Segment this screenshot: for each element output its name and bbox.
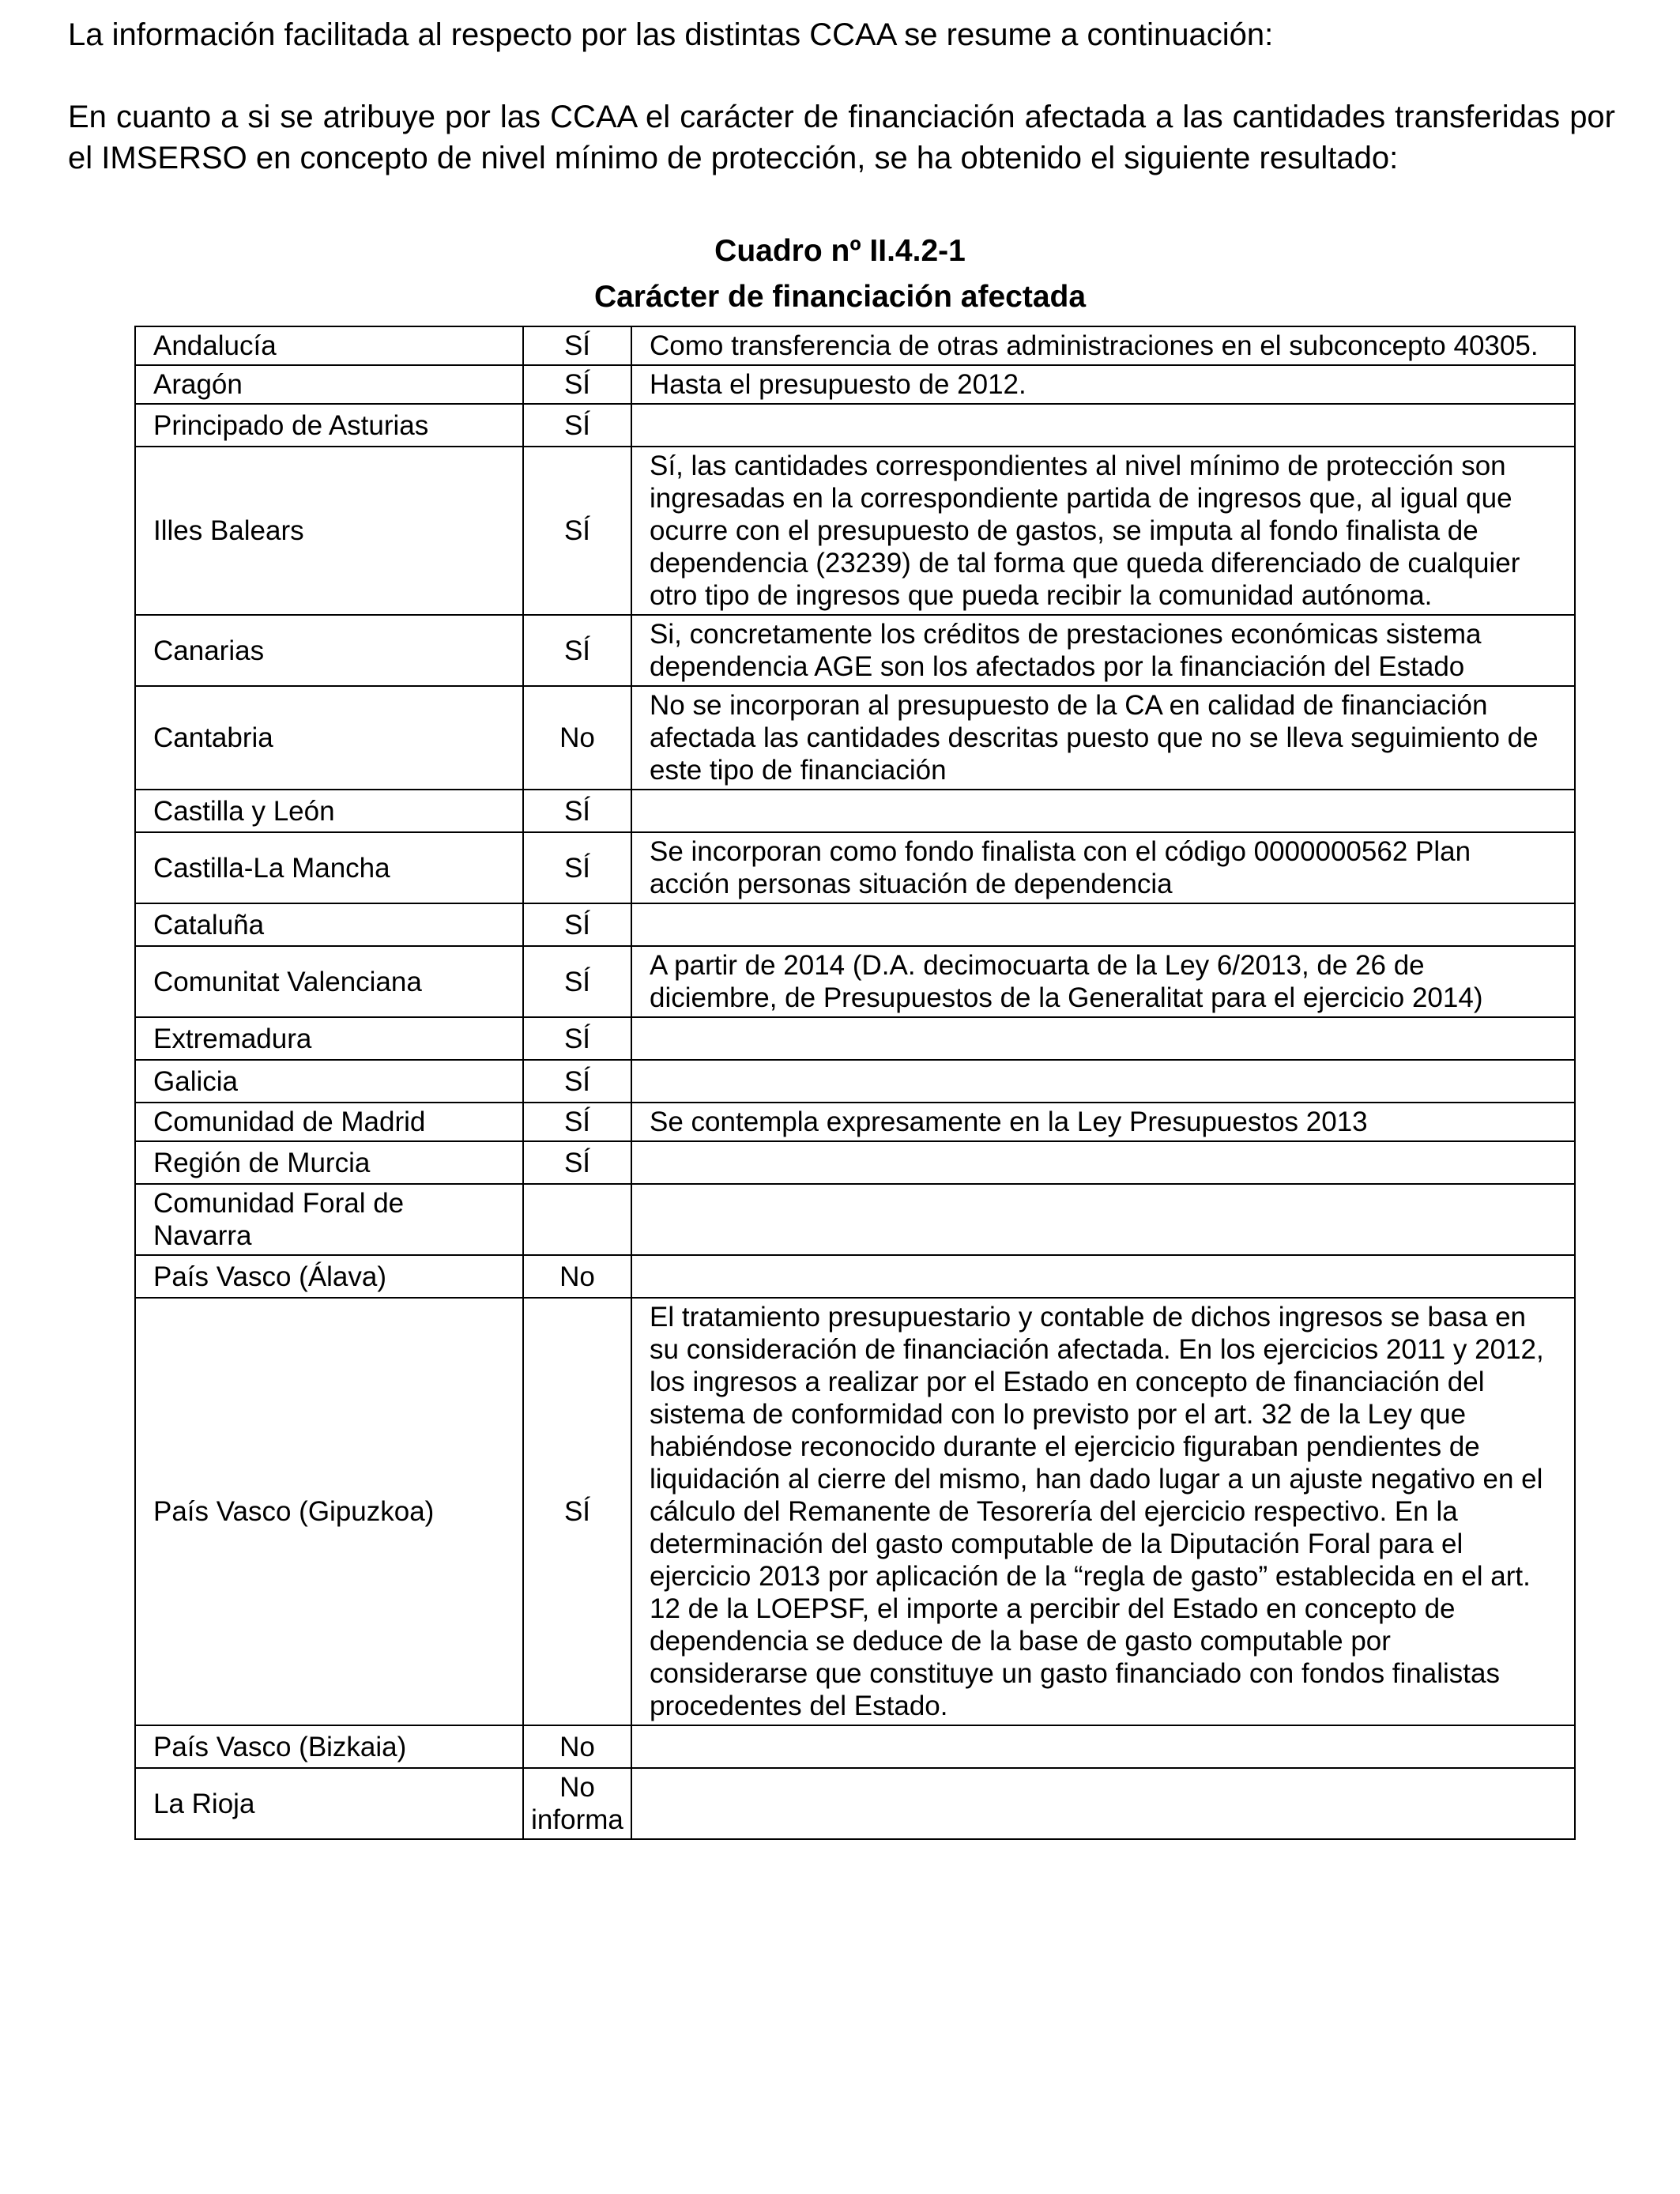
value-cell: SÍ <box>523 1141 631 1184</box>
value-cell: No <box>523 1725 631 1768</box>
region-cell: Extremadura <box>135 1017 523 1060</box>
table-row <box>135 404 1575 447</box>
value-cell <box>523 1184 631 1255</box>
value-cell: SÍ <box>523 832 631 903</box>
comment-cell <box>631 1017 1575 1060</box>
comment-cell: Si, concretamente los créditos de prestaciones económicas sistema dependencia AGE son los afectados por la financiación del Estado <box>631 615 1575 686</box>
comment-cell: Se incorporan como fondo finalista con el código 0000000562 Plan acción personas situación de dependencia <box>631 832 1575 903</box>
region-cell: Región de Murcia <box>135 1141 523 1184</box>
value-cell: SÍ <box>523 326 631 365</box>
comment-cell: Hasta el presupuesto de 2012. <box>631 365 1575 404</box>
region-cell: País Vasco (Bizkaia) <box>135 1725 523 1768</box>
comment-cell: El tratamiento presupuestario y contable de dichos ingresos se basa en su consideración de financiación afectada. En los ejercicios 2011 y 2012, los ingresos a realizar por el Estado en concepto de financiación del sistema de conformidad con lo previsto por el art. 32 de la Ley que habiéndose reconocido durante el ejercicio figuraban pendientes de liquidación al cierre del mismo, han dado lugar a un ajuste negativo en el cálculo del Remanente de Tesorería del ejercicio respectivo. En la determinación del gasto computable de la Diputación Foral para el ejercicio 2013 por aplicación de la “regla de gasto” establecida en el art. 12 de la LOEPSF, el importe a percibir del Estado en concepto de dependencia se deduce de la base de gasto computable por considerarse que constituye un gasto financiado con fondos finalistas procedentes del Estado. <box>631 1298 1575 1725</box>
region-cell: Canarias <box>135 615 523 686</box>
region-cell: Andalucía <box>135 326 523 365</box>
table-row <box>135 903 1575 946</box>
region-cell: País Vasco (Álava) <box>135 1255 523 1298</box>
value-cell: No <box>523 686 631 790</box>
table-row <box>135 1725 1575 1768</box>
table-row <box>135 1298 1575 1725</box>
comment-cell <box>631 1725 1575 1768</box>
comment-cell <box>631 404 1575 447</box>
value-cell: SÍ <box>523 1060 631 1103</box>
region-cell: País Vasco (Gipuzkoa) <box>135 1298 523 1725</box>
intro-paragraph: En cuanto a si se atribuye por las CCAA el carácter de financiación afectada a las cantidades transferidas por el IMSERSO en concepto de nivel mínimo de protección, se ha obtenido el siguiente resultado: <box>68 100 1615 175</box>
value-cell: SÍ <box>523 365 631 404</box>
comment-cell <box>631 1768 1575 1839</box>
comment-cell <box>631 1060 1575 1103</box>
comment-cell: Como transferencia de otras administraciones en el subconcepto 40305. <box>631 326 1575 365</box>
comment-cell <box>631 1141 1575 1184</box>
table-row <box>135 1141 1575 1184</box>
value-cell: SÍ <box>523 1103 631 1141</box>
value-cell: No <box>523 1255 631 1298</box>
table-row <box>135 1103 1575 1141</box>
region-cell: Comunidad Foral de Navarra <box>135 1184 523 1255</box>
value-cell: SÍ <box>523 790 631 832</box>
value-cell: SÍ <box>523 615 631 686</box>
value-cell: SÍ <box>523 903 631 946</box>
table-row <box>135 1184 1575 1255</box>
region-cell: Comunidad de Madrid <box>135 1103 523 1141</box>
comment-cell <box>631 903 1575 946</box>
table-row <box>135 1255 1575 1298</box>
table-row <box>135 1768 1575 1839</box>
comment-cell <box>631 1184 1575 1255</box>
value-cell: SÍ <box>523 404 631 447</box>
table-number: Cuadro nº II.4.2-1 <box>714 234 966 268</box>
table-row <box>135 686 1575 790</box>
table-row <box>135 326 1575 365</box>
region-cell: Castilla y León <box>135 790 523 832</box>
value-cell: SÍ <box>523 447 631 615</box>
comment-cell <box>631 1255 1575 1298</box>
comment-cell: No se incorporan al presupuesto de la CA en calidad de financiación afectada las cantidades descritas puesto que no se lleva seguimiento de este tipo de financiación <box>631 686 1575 790</box>
region-cell: Cataluña <box>135 903 523 946</box>
region-cell: Castilla-La Mancha <box>135 832 523 903</box>
region-cell: Galicia <box>135 1060 523 1103</box>
region-cell: Aragón <box>135 365 523 404</box>
table-row <box>135 447 1575 615</box>
table-row <box>135 615 1575 686</box>
table-title: Carácter de financiación afectada <box>593 280 1087 314</box>
value-cell: SÍ <box>523 1017 631 1060</box>
value-cell: SÍ <box>523 1298 631 1725</box>
table-row <box>135 1017 1575 1060</box>
table-row <box>135 832 1575 903</box>
value-cell: SÍ <box>523 946 631 1017</box>
region-cell: Comunitat Valenciana <box>135 946 523 1017</box>
comment-cell: Se contempla expresamente en la Ley Presupuestos 2013 <box>631 1103 1575 1141</box>
financing-table <box>134 326 1576 1840</box>
comment-cell: A partir de 2014 (D.A. decimocuarta de la Ley 6/2013, de 26 de diciembre, de Presupuestos de la Generalitat para el ejercicio 2014) <box>631 946 1575 1017</box>
region-cell: La Rioja <box>135 1768 523 1839</box>
table-row <box>135 365 1575 404</box>
table-row <box>135 946 1575 1017</box>
value-cell: No informa <box>523 1768 631 1839</box>
comment-cell <box>631 790 1575 832</box>
financing-table-body <box>135 326 1575 1839</box>
table-row <box>135 790 1575 832</box>
region-cell: Cantabria <box>135 686 523 790</box>
table-row <box>135 1060 1575 1103</box>
region-cell: Illes Balears <box>135 447 523 615</box>
comment-cell: Sí, las cantidades correspondientes al nivel mínimo de protección son ingresadas en la correspondiente partida de ingresos que, al igual que ocurre con el presupuesto de gastos, se imputa al fondo finalista de dependencia (23239) de tal forma que queda diferenciado de cualquier otro tipo de ingresos que pueda recibir la comunidad autónoma. <box>631 447 1575 615</box>
region-cell: Principado de Asturias <box>135 404 523 447</box>
intro-line: La información facilitada al respecto por las distintas CCAA se resume a continuación: <box>68 17 1274 52</box>
